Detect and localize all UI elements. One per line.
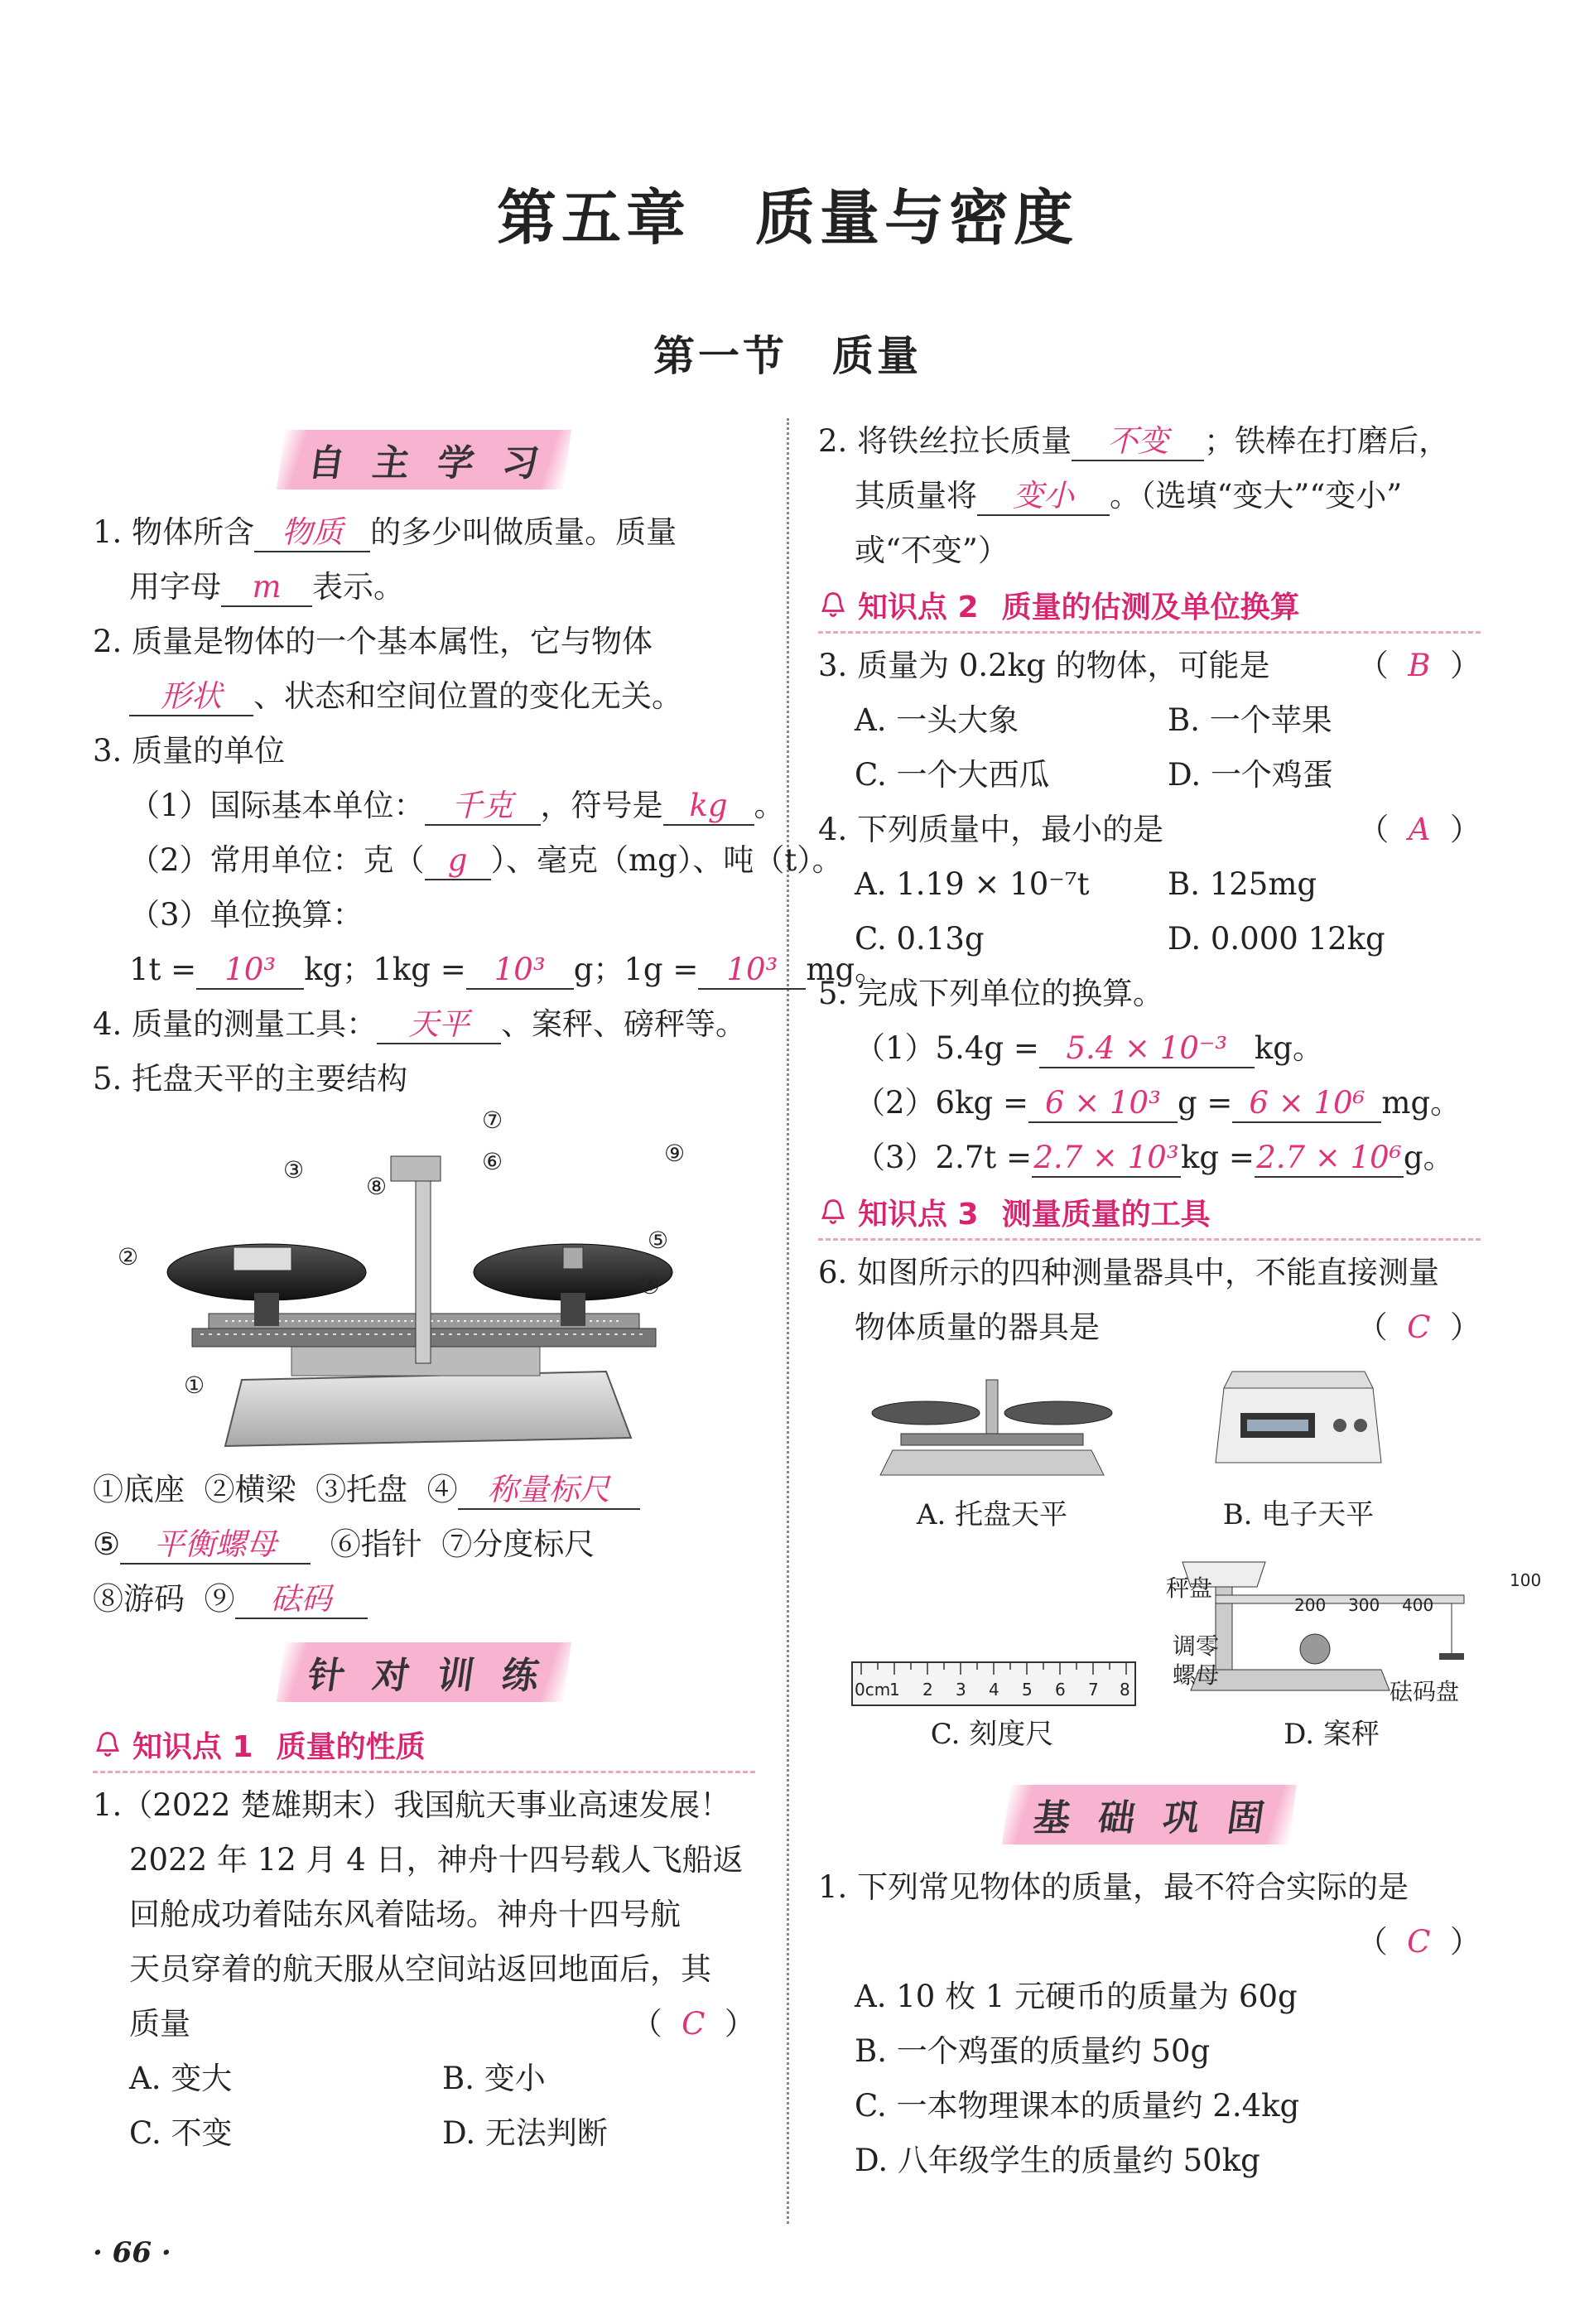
column-divider [787,418,789,2224]
answer-blank: m [221,569,312,607]
training-q1-line4: 天员穿着的航天服从空间站返回地面后，其 [129,1951,711,1987]
answer-blank: 5.4 × 10⁻³ [1039,1030,1255,1068]
part-label: ⑤ [648,1227,669,1254]
ruler-label: 5 [1022,1680,1033,1700]
question-1-line2: 用字母 m 表示。 [93,560,755,615]
training-q3-options-2: C. 一个大西瓜 D. 一个鸡蛋 [855,757,1333,793]
basic-q1-option-c: C. 一本物理课本的质量约 2.4kg [855,2088,1300,2124]
banner-consolidation-text: 基础巩固 [1002,1785,1297,1844]
answer-paren: （ C ） [1356,1309,1481,1345]
right-column [818,414,1542,2188]
question-1: 1. 物体所含 物质 的多少叫做质量。质量 [93,505,755,560]
scale-label-weight-pan: 砝码盘 [1390,1678,1460,1705]
question-3-part1: （1）国际基本单位： 千克 ，符号是 kg 。 [93,779,755,833]
training-q2-line2: 其质量将 变小 。（选填“变大”“变小” [818,469,1481,523]
scale-label-zero: 调零 [1173,1632,1220,1660]
answer-paren: （ A ） [1358,812,1481,847]
bell-icon [818,1197,848,1227]
training-q1-options-1: A. 变大 B. 变小 [129,2061,546,2096]
electronic-balance-image [1207,1355,1390,1487]
ruler-ticks [853,1663,1134,1680]
scale-tick: 200 [1294,1595,1327,1615]
knowledge-point-2: 知识点 2 质量的估测及单位换算 [818,578,1481,634]
training-q6-line1: 6. 如图所示的四种测量器具中，不能直接测量 [818,1255,1440,1290]
banner-training [93,1627,755,1718]
answer-blank: 称量标尺 [458,1472,640,1510]
caption-b: B. 电子天平 [1222,1498,1375,1531]
answer-blank: 物质 [254,514,370,552]
ruler-label: 1 [889,1680,900,1700]
answer-blank: 2.7 × 10⁶ [1255,1140,1404,1178]
question-2-line2: 形状 、状态和空间位置的变化无关。 [93,669,755,724]
question-4: 4. 质量的测量工具： 天平 、案秤、磅秤等。 [93,997,755,1052]
answer-blank: 2.7 × 10³ [1032,1140,1181,1178]
answer-blank: 10³ [466,952,574,990]
training-q1-options-2: C. 不变 D. 无法判断 [129,2115,608,2151]
training-q3: 3. 质量为 0.2kg 的物体，可能是 （ B ） [818,639,1481,693]
training-q1-line5: 质量 （ C ） [93,1997,755,2052]
ruler-label: 2 [922,1680,933,1700]
part-label: ⑦ [482,1107,503,1134]
answer-paren: （ C ） [631,2006,755,2042]
scale-label-pan: 秤盘 [1166,1574,1213,1602]
question-3-conversion: 1t = 10³ kg；1kg = 10³ g；1g = 10³ mg。 [93,943,755,997]
training-q1-line2: 2022 年 12 月 4 日，神舟十四号载人飞船返 [129,1842,744,1878]
tray-balance-image [868,1372,1116,1487]
answer-blank: 不变 [1072,423,1204,461]
scale-tick: 100 [1510,1570,1542,1590]
training-q5: 5. 完成下列单位的换算。 [818,976,1164,1011]
knowledge-point-3: 知识点 3 测量质量的工具 [818,1185,1481,1241]
part-label: ⑨ [664,1140,686,1167]
knowledge-point-1: 知识点 1 质量的性质 [93,1718,755,1773]
scale-tick: 300 [1348,1595,1380,1615]
answer-blank: kg [663,788,754,826]
caption-d: D. 案秤 [1284,1718,1380,1751]
parts-row-1: ①底座 ②横梁 ③托盘 ④ 称量标尺 [93,1463,755,1517]
banner-consolidation [818,1769,1481,1860]
training-q2-line3: 或“不变”） [855,533,1009,568]
answer-blank: g [425,842,491,880]
training-q3-options-1: A. 一头大象 B. 一个苹果 [855,702,1332,738]
answer-blank: 砝码 [235,1581,368,1619]
answer-blank: 形状 [129,678,253,716]
part-label: ① [184,1372,205,1399]
bell-icon [818,590,848,620]
question-5-title: 5. 托盘天平的主要结构 [93,1061,408,1097]
page-number: · 66 · [93,2236,171,2269]
question-3-part3: （3）单位换算： [129,897,364,933]
basic-q1-option-b: B. 一个鸡蛋的质量约 50g [855,2033,1211,2069]
caption-c: C. 刻度尺 [930,1718,1054,1751]
part-label: ④ [639,1272,661,1299]
banner-training-text: 针对训练 [277,1642,571,1702]
part-label: ⑧ [366,1173,388,1200]
training-q4: 4. 下列质量中，最小的是 （ A ） [818,803,1481,857]
ruler-label: 0cm [855,1680,891,1700]
section-title: 第一节 质量 [653,332,922,380]
ruler-label: 8 [1120,1680,1130,1700]
question-3-part2: （2）常用单位：克（ g ）、毫克（mg）、吨（t）。 [93,833,755,888]
training-q2-line1: 2. 将铁丝拉长质量 不变 ；铁棒在打磨后， [818,414,1481,469]
answer-paren: （ C ） [1356,1924,1481,1960]
part-label: ③ [283,1156,305,1184]
basic-q1-option-d: D. 八年级学生的质量约 50kg [855,2143,1260,2178]
parts-row-2: ⑤ 平衡螺母 ⑥指针 ⑦分度标尺 [93,1517,755,1572]
training-q1-line1: 1.（2022 楚雄期末）我国航天事业高速发展！ [93,1787,731,1823]
answer-paren: （ B ） [1357,648,1481,683]
basic-q1-option-a: A. 10 枚 1 元硬币的质量为 60g [855,1979,1298,2014]
bell-icon [93,1729,123,1759]
question-2: 2. 质量是物体的一个基本属性，它与物体 [93,624,653,659]
ruler-label: 7 [1088,1680,1099,1700]
ruler-label: 4 [989,1680,999,1700]
answer-blank: 变小 [977,478,1110,516]
training-q4-options-1: A. 1.19 × 10⁻⁷t B. 125mg [855,866,1317,902]
ruler-label: 6 [1055,1680,1066,1700]
answer-blank: 6 × 10³ [1028,1085,1178,1123]
chapter-title: 第五章 质量与密度 [496,183,1078,253]
ruler-label: 3 [956,1680,966,1700]
question-3-title: 3. 质量的单位 [93,733,286,769]
instruments-figure [818,1355,1542,1769]
scale-label-nut: 螺母 [1173,1661,1220,1689]
scale-tick: 400 [1402,1595,1434,1615]
answer-blank: 天平 [377,1006,501,1044]
parts-row-3: ⑧游码 ⑨ 砝码 [93,1572,755,1627]
banner-self-study-text: 自主学习 [277,430,571,489]
answer-blank: 10³ [196,952,304,990]
answer-blank: 千克 [425,788,541,826]
training-q5-row3: （3）2.7t =2.7 × 10³kg =2.7 × 10⁶g。 [818,1131,1481,1185]
caption-a: A. 托盘天平 [916,1498,1068,1531]
ruler-image [851,1661,1136,1706]
training-q6-line2: 物体质量的器具是 （ C ） [818,1300,1481,1355]
part-label: ⑥ [482,1148,503,1175]
basic-q1-answer [818,1915,1481,1970]
training-q4-options-2: C. 0.13g D. 0.000 12kg [855,921,1385,957]
training-q5-row2: （2）6kg = 6 × 10³ g = 6 × 10⁶ mg。 [818,1076,1481,1131]
part-label: ② [118,1243,139,1270]
answer-blank: 10³ [698,952,806,990]
balance-figure [93,1107,755,1463]
answer-blank: 6 × 10⁶ [1232,1085,1381,1123]
basic-q1: 1. 下列常见物体的质量，最不符合实际的是 [818,1869,1409,1905]
training-q1-line3: 回舱成功着陆东风着陆场。神舟十四号航 [129,1897,681,1932]
answer-blank: 平衡螺母 [120,1526,311,1565]
banner-self-study [93,414,755,505]
training-q5-row1: （1）5.4g = 5.4 × 10⁻³ kg。 [818,1021,1481,1076]
